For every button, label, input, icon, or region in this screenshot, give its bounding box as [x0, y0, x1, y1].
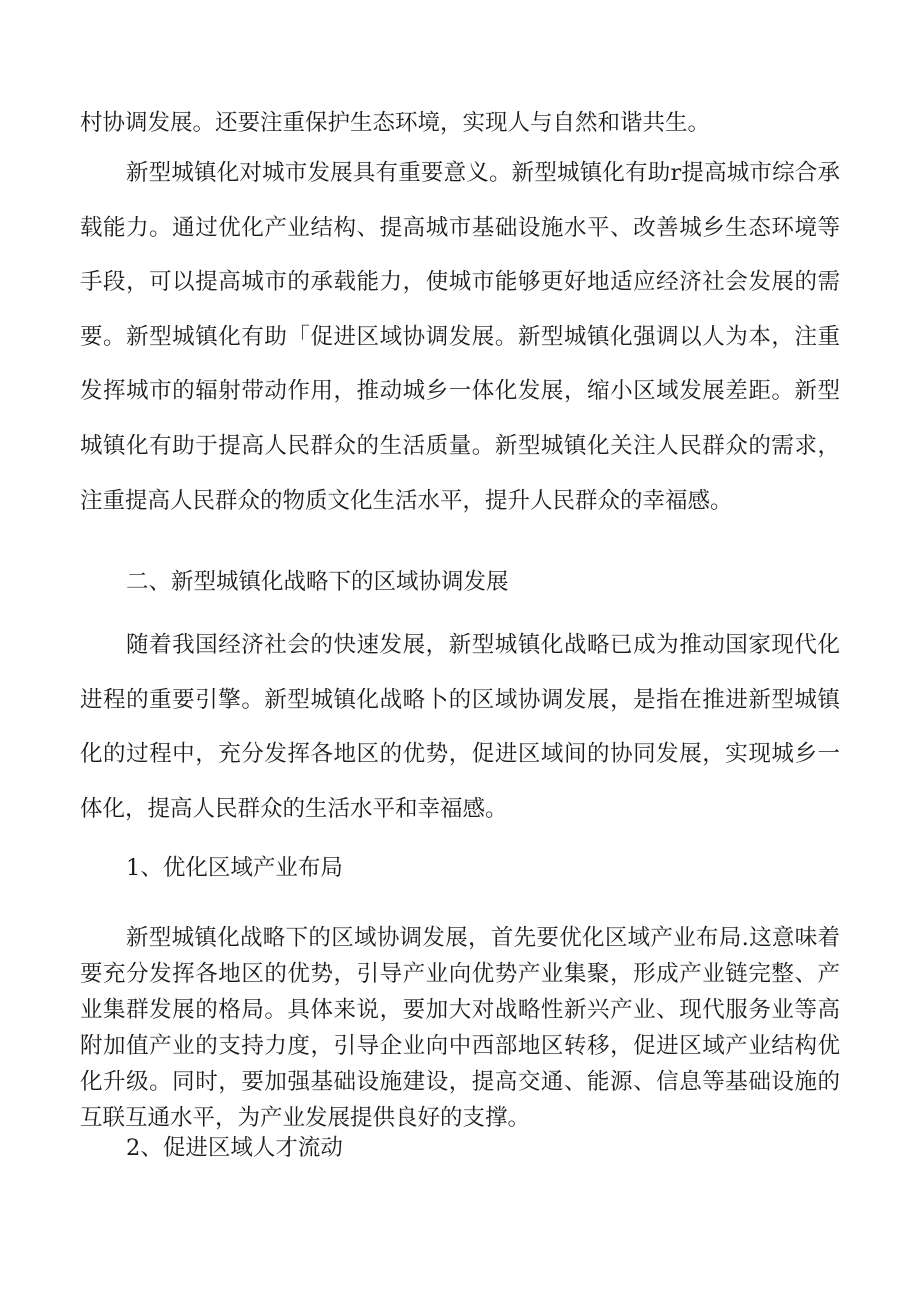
paragraph-industry-layout: 新型城镇化战略下的区域协调发展，首先要优化区域产业布局.这意味着要充分发挥各地区的优势，引导产业向优势产业集聚，形成产业链完整、产业集群发展的格局。具体来说，要加大对战略性新兴产业、现代服务业等高附加值产业的支持力度，引导企业向中西部地区转移，促进区域产业结构优化升级。同时，要加强基础设施建设，提高交通、能源、信息等基础设施的互联互通水平，为产业发展提供良好的支撑。: [80, 925, 840, 1131]
subsection-heading-talent-mobility: 2、促进区域人才流动: [126, 1135, 343, 1161]
paragraph-continuation: 村协调发展。还要注重保护生态环境，实现人与自然和谐共生。: [80, 110, 711, 136]
subsection-heading-industry-layout: 1、优化区域产业布局: [126, 855, 343, 881]
paragraph-regional-coordination-intro: 随着我国经济社会的快速发展，新型城镇化战略已成为推动国家现代化进程的重要引擎。新型城镇化战略卜的区域协调发展，是指在推进新型城镇化的过程中，充分发挥各地区的优势，促进区域间的协同发展，实现城乡一体化，提高人民群众的生活水平和幸福感。: [80, 632, 840, 822]
paragraph-urbanization-significance: 新型城镇化对城市发展具有重要意义。新型城镇化有助r提高城市综合承载能力。通过优化产业结构、提高城市基础设施水平、改善城乡生态环境等手段，可以提高城市的承载能力，使城市能够更好地适应经济社会发展的需要。新型城镇化有助「促进区域协调发展。新型城镇化强调以人为本，注重发挥城市的辐射带动作用，推动城乡一体化发展，缩小区域发展差距。新型城镇化有助于提高人民群众的生活质量。新型城镇化关注人民群众的需求，注重提高人民群众的物质文化生活水平，提升人民群众的幸福感。: [80, 160, 840, 514]
section-heading-regional-coordination: 二、新型城镇化战略下的区域协调发展: [126, 569, 509, 595]
